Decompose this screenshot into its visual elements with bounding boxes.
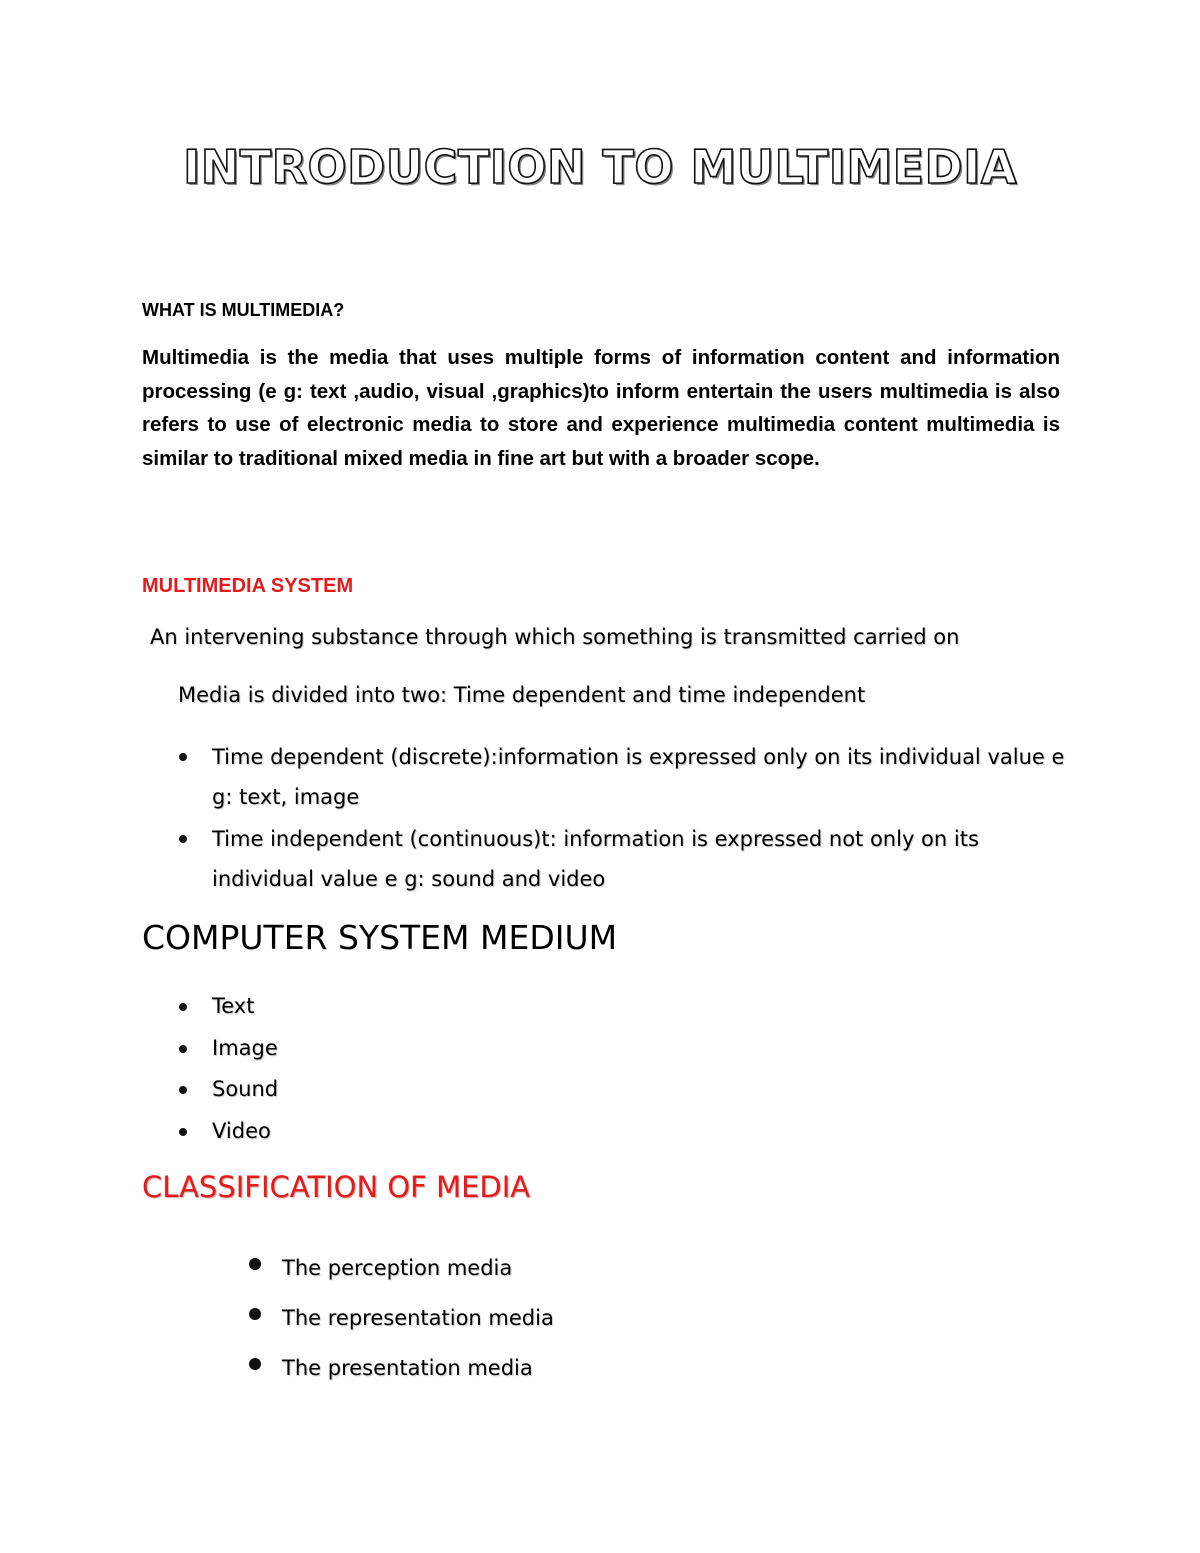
bullet-icon (179, 1086, 187, 1094)
bullet-icon (179, 1003, 187, 1011)
bullet-icon (179, 753, 187, 761)
computer-system-medium-list (212, 986, 278, 1152)
list-item-text: Time dependent (discrete):information is expressed only on its individual value e g: text, image (212, 745, 1065, 809)
list-item-text: Sound (212, 1077, 279, 1101)
media-division-text: Media is divided into two: Time dependent and time independent (178, 683, 866, 707)
list-item (212, 1111, 278, 1153)
bullet-icon (249, 1358, 261, 1370)
list-item (212, 1028, 278, 1070)
list-item-text: The representation media (282, 1306, 554, 1330)
multimedia-definition-paragraph: Multimedia is the media that uses multiple forms of information content and information processing (e g: text ,audio, visual ,graphics)to inform entertain the users multimedia is also refers to use of electronic media to store and experience multimedia content multimedia is similar to traditional mixed media in fine art but with a broader scope. (142, 346, 1060, 470)
list-item (212, 1069, 278, 1111)
time-dependency-list (212, 737, 1072, 901)
list-item (282, 1343, 554, 1393)
list-item-text: Text (212, 994, 255, 1018)
computer-system-medium-heading: COMPUTER SYSTEM MEDIUM (142, 918, 618, 957)
multimedia-system-description: An intervening substance through which something is transmitted carried on (150, 625, 960, 649)
list-item-text: Time independent (continuous)t: information is expressed not only on its individual value e g: sound and video (212, 827, 979, 891)
list-item (212, 737, 1072, 817)
list-item-text: The presentation media (282, 1356, 533, 1380)
list-item (282, 1293, 554, 1343)
what-is-multimedia-heading: WHAT IS MULTIMEDIA? (142, 300, 345, 320)
classification-list (282, 1243, 554, 1393)
list-item-text: The perception media (282, 1256, 513, 1280)
list-item-text: Image (212, 1035, 278, 1060)
list-item (212, 986, 278, 1028)
list-item-text: Video (212, 1118, 271, 1143)
bullet-icon (179, 835, 187, 843)
document-title: INTRODUCTION TO MULTIMEDIA (183, 140, 1017, 194)
bullet-icon (179, 1128, 187, 1136)
bullet-icon (249, 1308, 261, 1320)
list-item (282, 1243, 554, 1293)
bullet-icon (249, 1258, 261, 1270)
bullet-icon (179, 1045, 187, 1053)
classification-of-media-heading: CLASSIFICATION OF MEDIA (142, 1170, 531, 1204)
multimedia-system-heading: MULTIMEDIA SYSTEM (142, 575, 354, 597)
list-item (212, 819, 1072, 899)
